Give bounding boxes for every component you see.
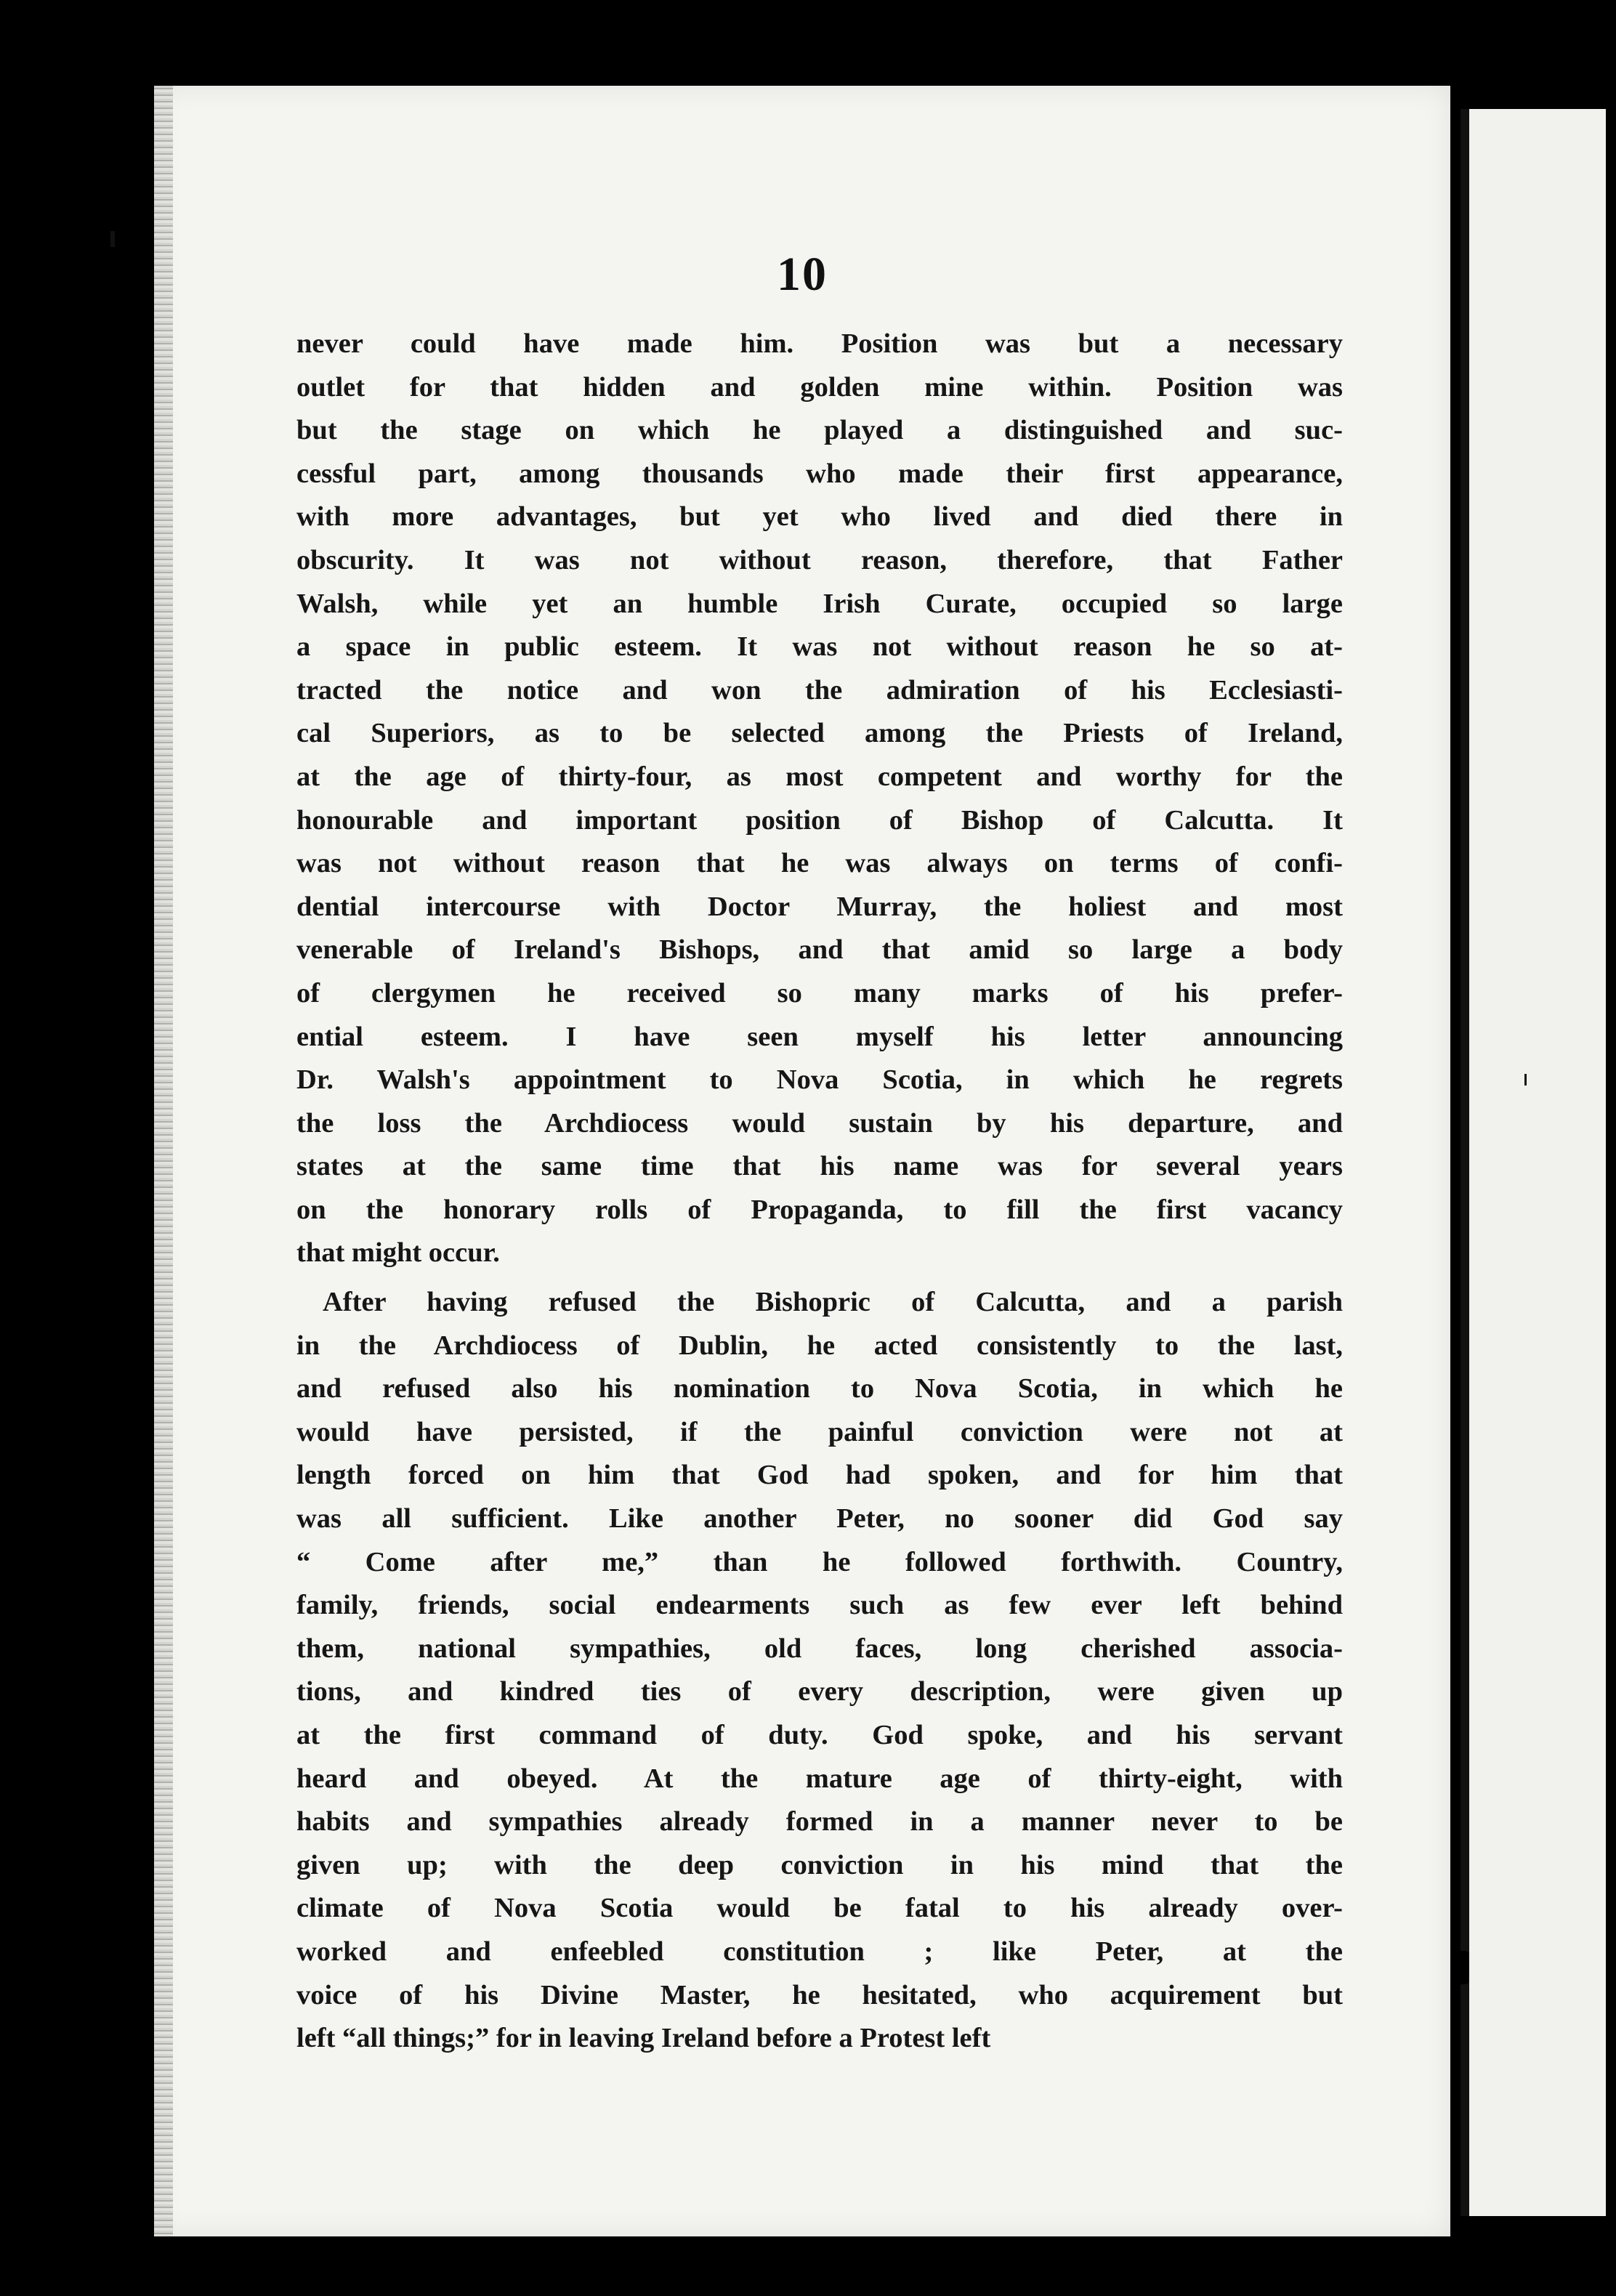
text-line: was not without reason that he was always on terms of confi- xyxy=(296,848,1343,879)
text-line: them, national sympathies, old faces, long cherished associa- xyxy=(296,1633,1343,1664)
text-line: honourable and important position of Bishop of Calcutta. It xyxy=(296,804,1343,836)
text-line: climate of Nova Scotia would be fatal to his already over- xyxy=(296,1893,1343,1924)
page-text-body xyxy=(296,323,1343,2061)
text-line: would have persisted, if the painful conviction were not at xyxy=(296,1416,1343,1447)
facing-page-gutter xyxy=(1461,109,1469,2216)
text-line: cal Superiors, as to be selected among the Priests of Ireland, xyxy=(296,718,1343,749)
text-line: “ Come after me,” than he followed forthwith. Country, xyxy=(296,1546,1343,1577)
text-line: never could have made him. Position was but a necessary xyxy=(296,328,1343,359)
scan-speck xyxy=(1524,1074,1527,1086)
paragraph xyxy=(296,1281,1343,2061)
text-line: that might occur. xyxy=(296,1237,500,1269)
text-line: a space in public esteem. It was not without reason he so at- xyxy=(296,631,1343,663)
text-line: given up; with the deep conviction in his mind that the xyxy=(296,1849,1343,1880)
scan-speck xyxy=(110,231,115,247)
text-line: at the age of thirty-four, as most competent and worthy for the xyxy=(296,761,1343,792)
page-binding-edge xyxy=(154,86,173,2236)
text-line: tracted the notice and won the admiration of his Ecclesiasti- xyxy=(296,674,1343,706)
text-line: and refused also his nomination to Nova Scotia, in which he xyxy=(296,1373,1343,1404)
paragraph xyxy=(296,323,1343,1275)
text-line: length forced on him that God had spoken, and for him that xyxy=(296,1460,1343,1491)
text-line: voice of his Divine Master, he hesitated, who acquirement but xyxy=(296,1979,1343,2010)
text-line: venerable of Ireland's Bishops, and that amid so large a body xyxy=(296,934,1343,966)
text-line: dential intercourse with Doctor Murray, the holiest and most xyxy=(296,891,1343,922)
page-number: 10 xyxy=(777,248,828,301)
text-line: in the Archdiocess of Dublin, he acted consistently to the last, xyxy=(296,1330,1343,1361)
text-line: heard and obeyed. At the mature age of thirty-eight, with xyxy=(296,1763,1343,1794)
text-line: left “all things;” for in leaving Ireland before a Protest left xyxy=(296,2023,991,2054)
text-line: was all sufficient. Like another Peter, no sooner did God say xyxy=(296,1503,1343,1535)
text-line: tions, and kindred ties of every description, were given up xyxy=(296,1676,1343,1707)
text-line: obscurity. It was not without reason, therefore, that Father xyxy=(296,544,1343,575)
text-line: states at the same time that his name was for several years xyxy=(296,1151,1343,1182)
book-page xyxy=(154,86,1450,2236)
text-line: After having refused the Bishopric of Calcutta, and a parish xyxy=(323,1287,1343,1318)
text-line: the loss the Archdiocess would sustain by his departure, and xyxy=(296,1107,1343,1139)
text-line: ential esteem. I have seen myself his letter announcing xyxy=(296,1021,1343,1052)
ink-blot xyxy=(1456,1951,1469,1984)
text-line: Dr. Walsh's appointment to Nova Scotia, in which he regrets xyxy=(296,1064,1343,1096)
text-line: outlet for that hidden and golden mine within. Position was xyxy=(296,371,1343,403)
paragraph-gap xyxy=(296,1275,1343,1281)
text-line: habits and sympathies already formed in a manner never to be xyxy=(296,1806,1343,1838)
text-line: with more advantages, but yet who lived and died there in xyxy=(296,501,1343,533)
text-line: but the stage on which he played a distinguished and suc- xyxy=(296,415,1343,446)
text-line: family, friends, social endearments such as few ever left behind xyxy=(296,1590,1343,1621)
text-line: at the first command of duty. God spoke, and his servant xyxy=(296,1720,1343,1750)
text-line: cessful part, among thousands who made their first appearance, xyxy=(296,458,1343,489)
text-line: on the honorary rolls of Propaganda, to fill the first vacancy xyxy=(296,1194,1343,1225)
text-line: Walsh, while yet an humble Irish Curate, occupied so large xyxy=(296,588,1343,619)
facing-page-edge xyxy=(1461,109,1606,2216)
text-line: worked and enfeebled constitution ; like Peter, at the xyxy=(296,1936,1343,1967)
text-line: of clergymen he received so many marks of his prefer- xyxy=(296,977,1343,1008)
